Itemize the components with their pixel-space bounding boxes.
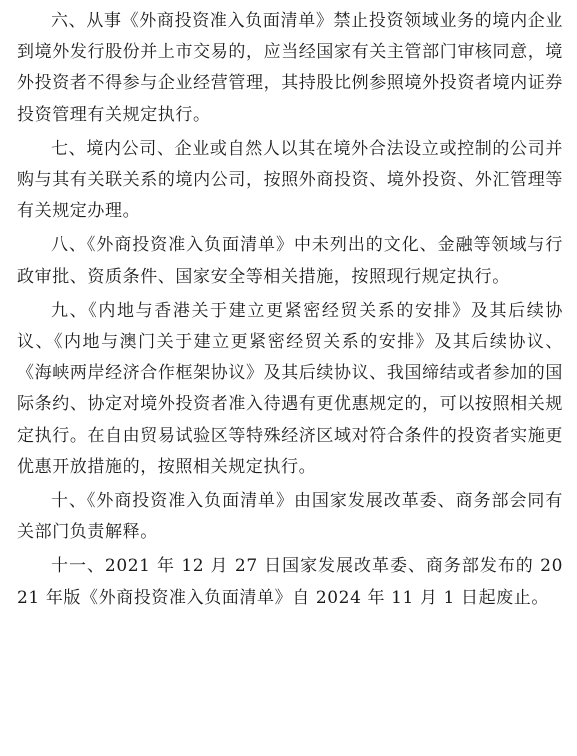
paragraph-8: 八、《外商投资准入负面清单》中未列出的文化、金融等领域与行政审批、资质条件、国家安全等相关措施，按照现行规定执行。: [17, 235, 563, 287]
paragraph-10: 十、《外商投资准入负面清单》由国家发展改革委、商务部会同有关部门负责解释。: [17, 491, 563, 543]
paragraph-11: 十一、2021 年 12 月 27 日国家发展改革委、商务部发布的 2021 年版《外商投资准入负面清单》自 2024 年 11 月 1 日起废止。: [17, 556, 563, 608]
paragraph-9: 九、《内地与香港关于建立更紧密经贸关系的安排》及其后续协议、《内地与澳门关于建立更紧密经贸关系的安排》及其后续协议、《海峡两岸经济合作框架协议》及其后续协议、我国缔结或者参加的国际条约、协定对境外投资者准入待遇有更优惠规定的，可以按照相关规定执行。在自由贸易试验区等特殊经济区域对符合条件的投资者实施更优惠开放措施的，按照相关规定执行。: [17, 300, 563, 477]
paragraph-6: 六、从事《外商投资准入负面清单》禁止投资领域业务的境内企业到境外发行股份并上市交易的，应当经国家有关主管部门审核同意，境外投资者不得参与企业经营管理，其持股比例参照境外投资者境内证券投资管理有关规定执行。: [17, 11, 563, 125]
paragraph-7: 七、境内公司、企业或自然人以其在境外合法设立或控制的公司并购与其有关联关系的境内公司，按照外商投资、境外投资、外汇管理等有关规定办理。: [17, 138, 563, 222]
